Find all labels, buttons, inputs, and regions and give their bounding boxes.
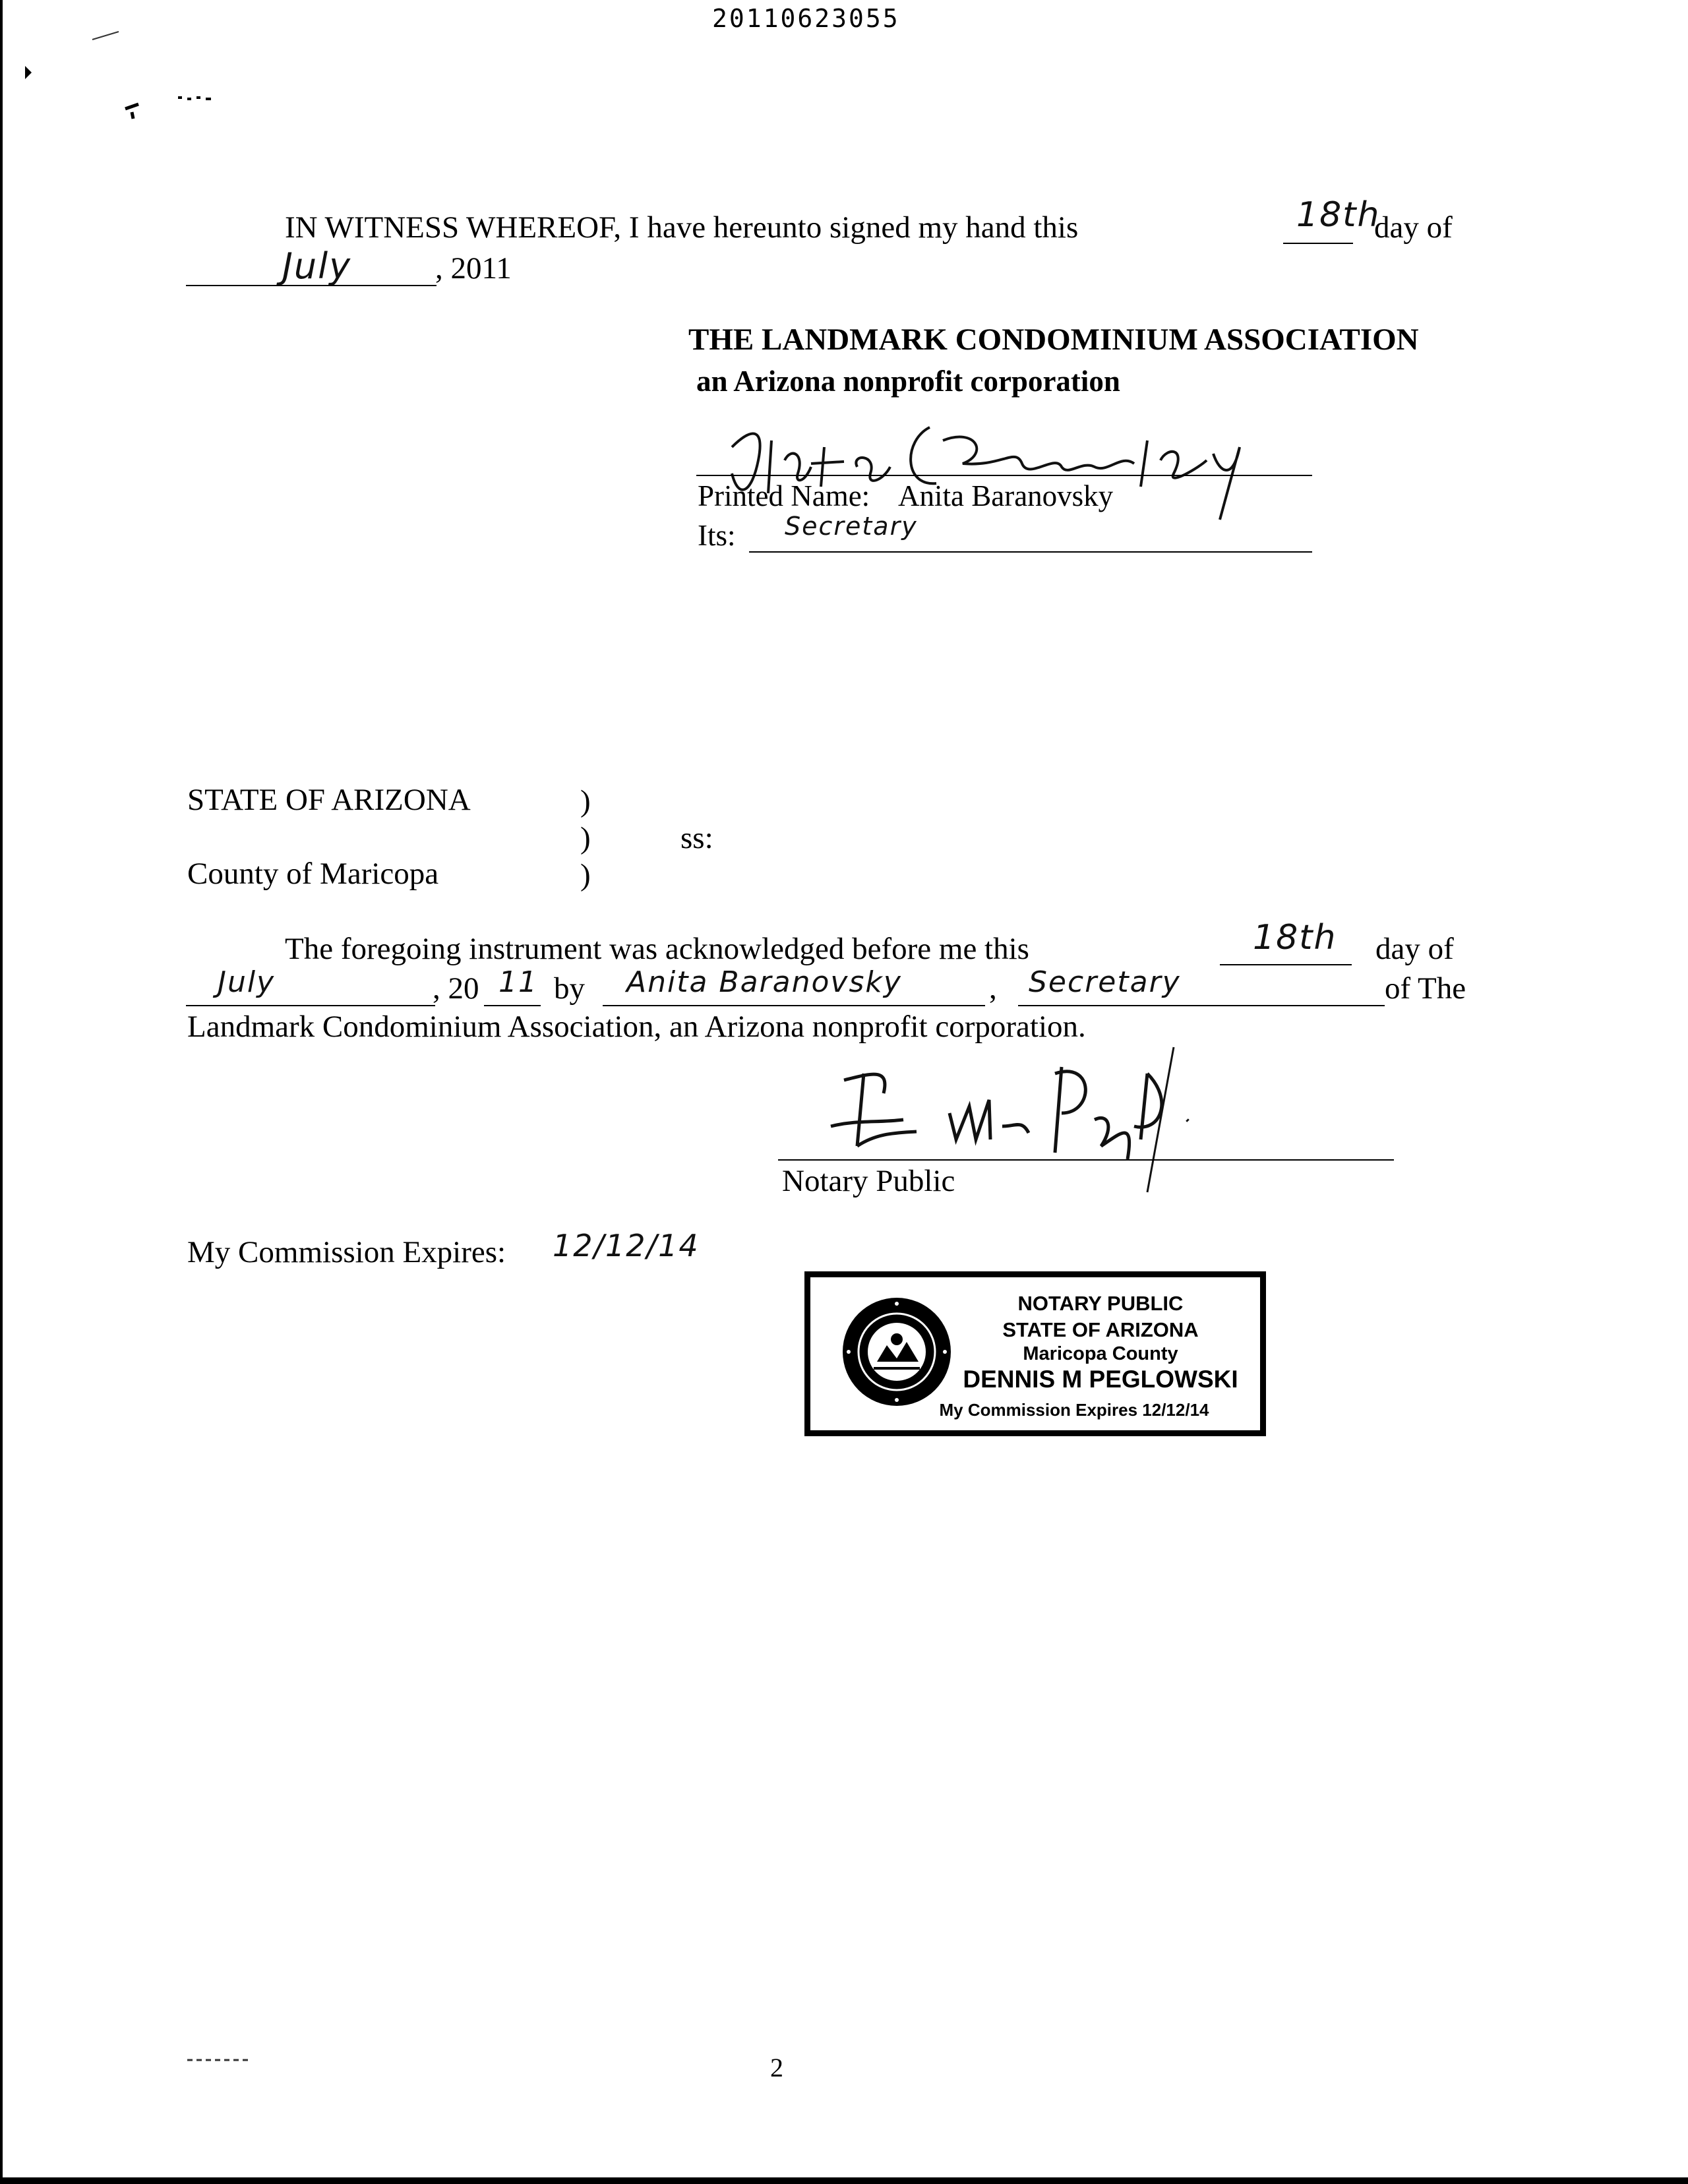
notary-signature-line (778, 1159, 1394, 1161)
notary-label: Notary Public (782, 1164, 955, 1198)
commission-handwritten: 12/12/14 (553, 1228, 700, 1263)
seal-line-county: Maricopa County (1023, 1343, 1178, 1364)
venue-paren-2: ) (580, 821, 591, 855)
witness-day-line (1283, 243, 1353, 244)
its-handwritten: Secretary (785, 512, 918, 541)
ack-title-line (1018, 1005, 1385, 1006)
page-number: 2 (770, 2053, 783, 2082)
venue-ss: ss: (680, 821, 713, 855)
footer-marks-decoration (185, 2053, 257, 2067)
witness-year: , 2011 (435, 251, 512, 286)
ack-day-line (1220, 964, 1352, 965)
ack-month-handwritten: July (218, 965, 276, 999)
ack-month-line (186, 1005, 435, 1006)
printed-name-label: Printed Name: (698, 479, 870, 512)
ack-year-line (484, 1005, 541, 1006)
witness-month-handwritten: July (282, 245, 352, 287)
scan-bottom-edge (0, 2177, 1688, 2184)
its-line (749, 551, 1312, 553)
venue-paren-3: ) (580, 858, 591, 892)
witness-day-of: day of (1374, 210, 1453, 245)
seal-line-notary-name: DENNIS M PEGLOWSKI (963, 1366, 1238, 1393)
association-name: THE LANDMARK CONDOMINIUM ASSOCIATION (688, 322, 1419, 357)
its-label: Its: (698, 519, 736, 552)
notary-seal-stamp (804, 1271, 1266, 1436)
ack-title-handwritten: Secretary (1029, 965, 1181, 999)
ack-name-handwritten: Anita Baranovsky (626, 965, 902, 999)
ack-name-line (603, 1005, 985, 1006)
venue-county: County of Maricopa (187, 857, 439, 891)
witness-month-line (186, 285, 437, 286)
association-subtitle: an Arizona nonprofit corporation (696, 365, 1120, 398)
ack-day-handwritten: 18th (1253, 918, 1337, 957)
seal-line-expiration: My Commission Expires 12/12/14 (939, 1400, 1209, 1420)
scan-marks-decoration (20, 13, 244, 125)
ack-year-prefix: , 20 (433, 971, 479, 1006)
venue-state: STATE OF ARIZONA (187, 783, 471, 817)
printed-name-value: Anita Baranovsky (898, 479, 1114, 512)
seal-line-notary-public: NOTARY PUBLIC (1017, 1292, 1184, 1315)
commission-label: My Commission Expires: (187, 1235, 506, 1269)
ack-by: by (554, 971, 585, 1006)
scan-left-edge (0, 0, 3, 2184)
ack-of-the: of The (1385, 971, 1466, 1006)
ack-line1: The foregoing instrument was acknowledged before me this (285, 932, 1029, 966)
ack-day-of: day of (1375, 932, 1454, 966)
ack-year-handwritten: 11 (498, 965, 538, 999)
witness-line1: IN WITNESS WHEREOF, I have hereunto signed my hand this (285, 210, 1079, 245)
signature-line (696, 475, 1312, 476)
ack-line3: Landmark Condominium Association, an Arizona nonprofit corporation. (187, 1010, 1086, 1044)
seal-line-state: STATE OF ARIZONA (1002, 1318, 1199, 1341)
ack-comma: , (989, 971, 997, 1006)
venue-paren-1: ) (580, 784, 591, 818)
document-number: 20110623055 (712, 4, 900, 33)
witness-day-handwritten: 18th (1296, 195, 1381, 235)
